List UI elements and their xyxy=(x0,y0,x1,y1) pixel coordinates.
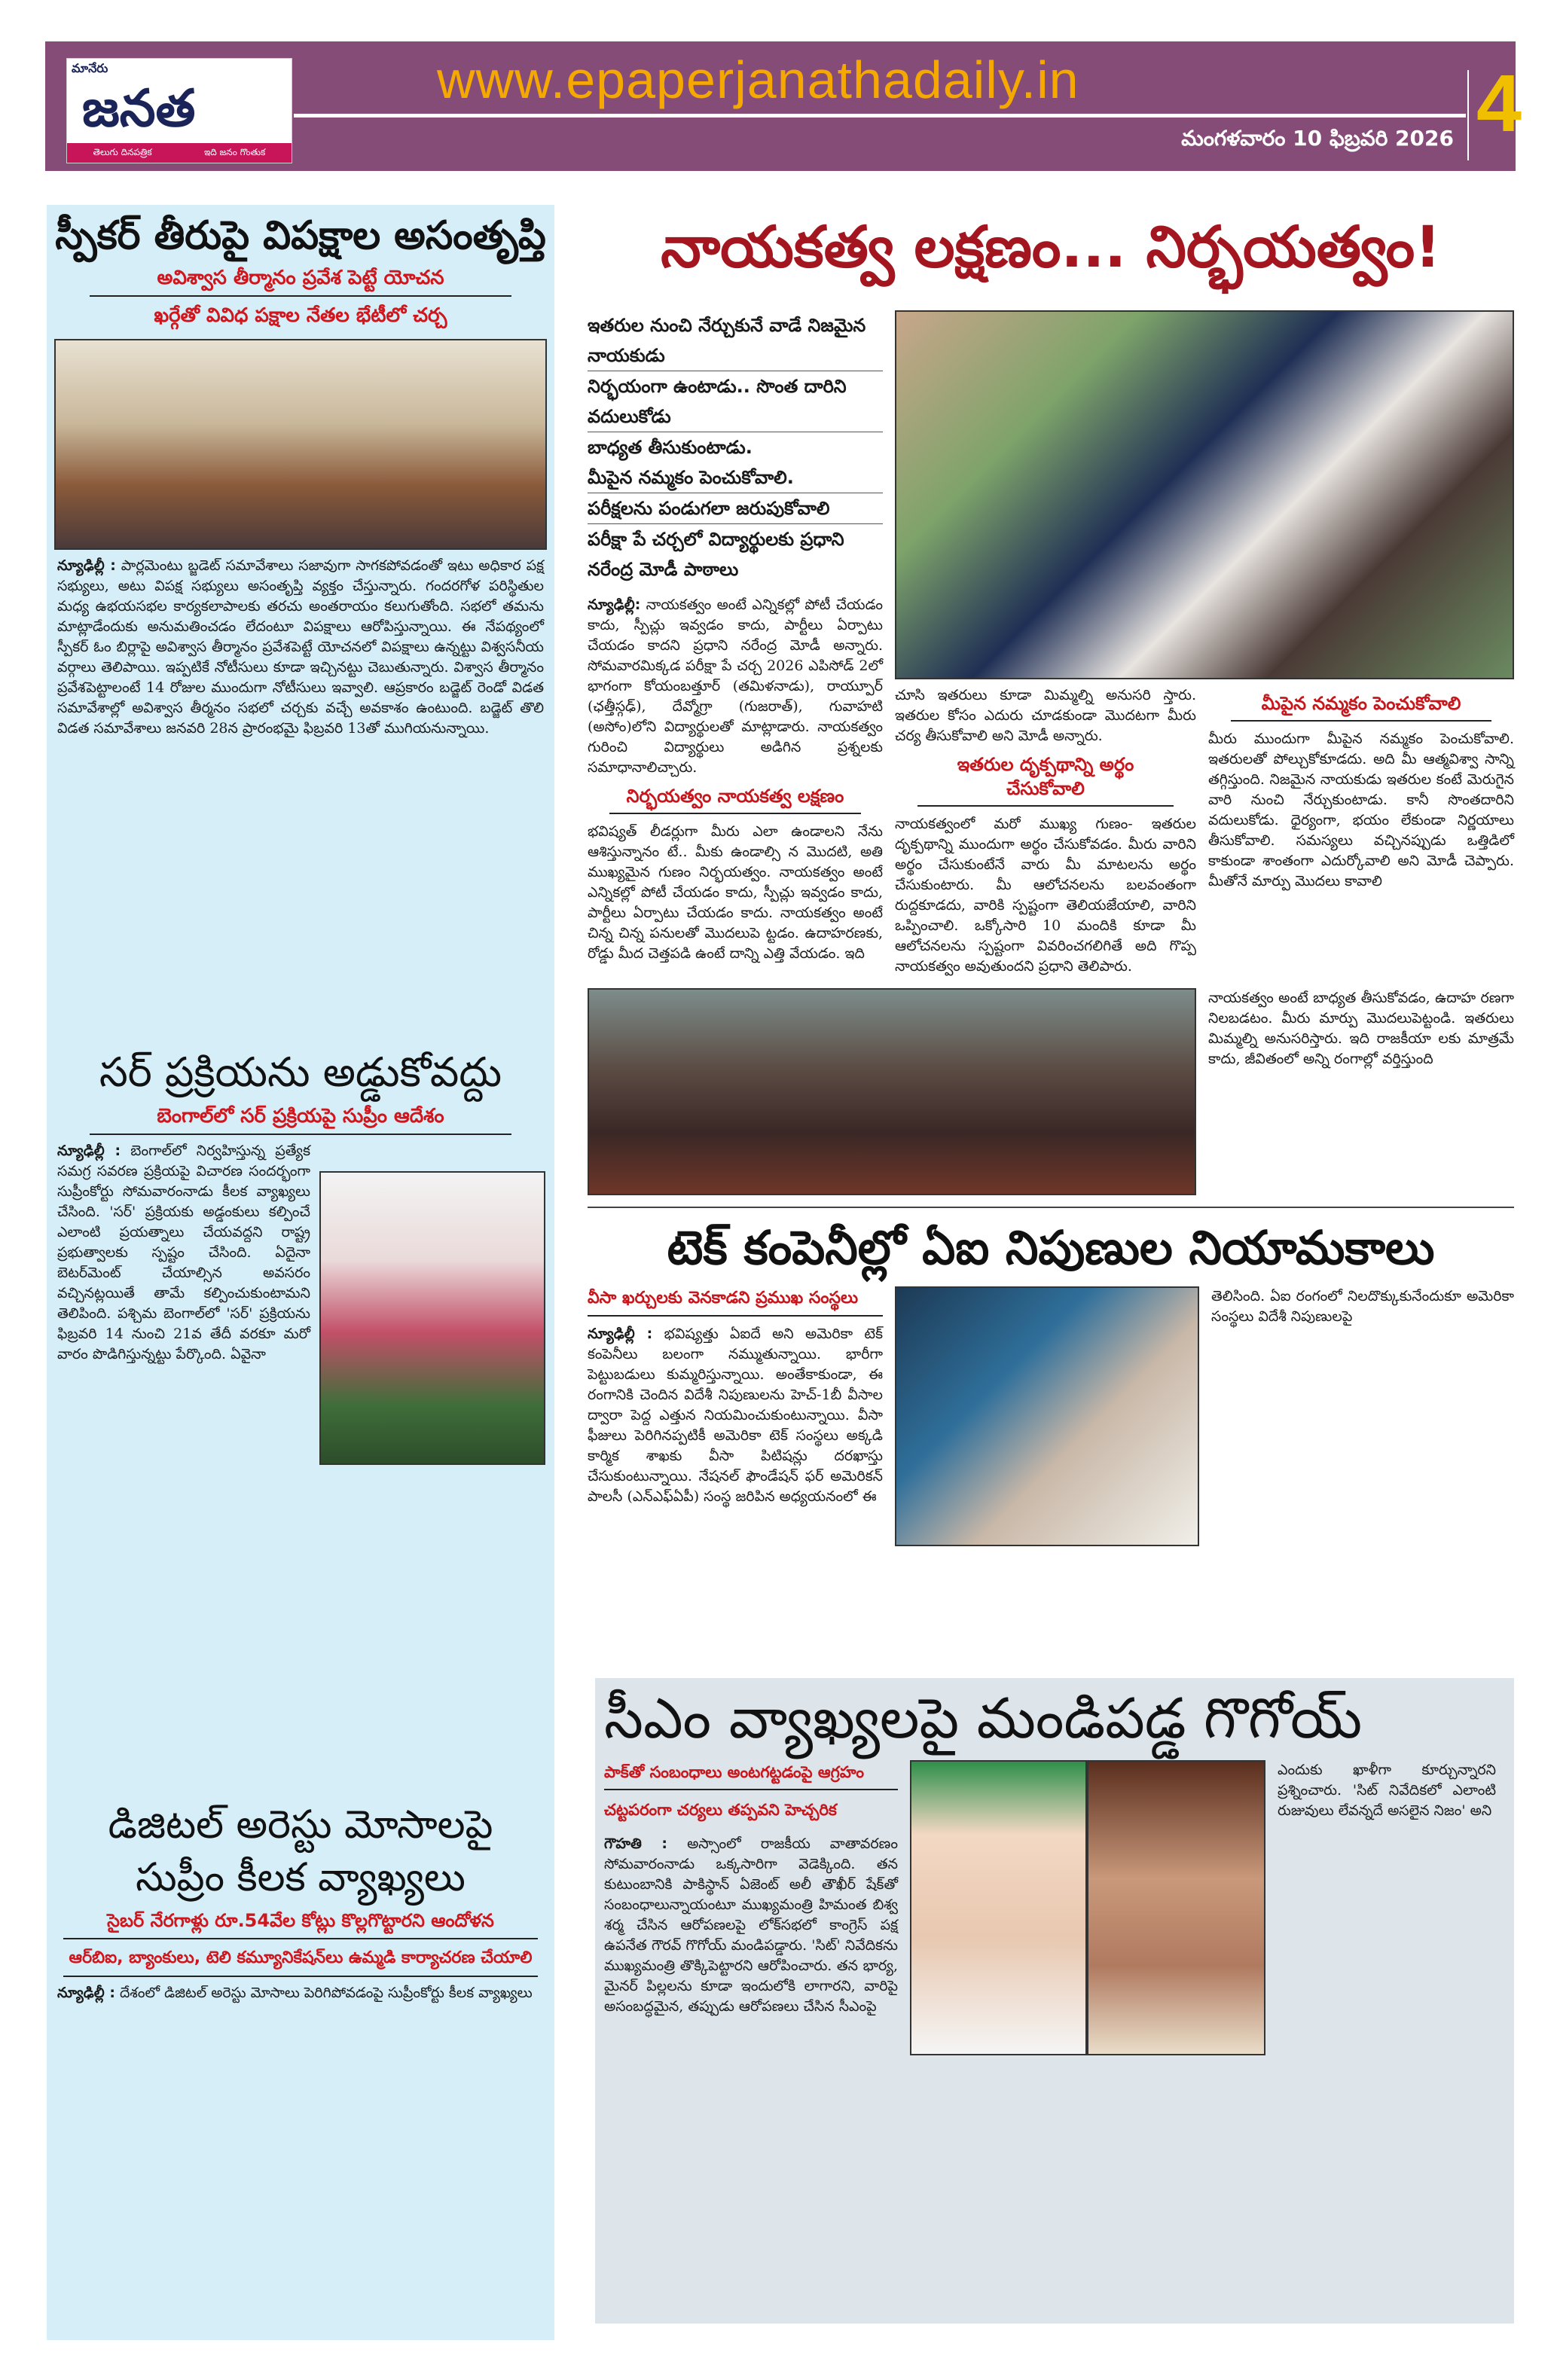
meeting-photo xyxy=(54,339,547,550)
story-body xyxy=(54,1141,310,1365)
tech-col1 xyxy=(588,1286,883,1507)
subhead: వీసా ఖర్చులకు వెనకాడని ప్రముఖ సంస్థలు xyxy=(588,1286,883,1317)
section-heading: నిర్భయత్వం నాయకత్వ లక్షణం xyxy=(609,784,860,814)
dateline: న్యూఢిల్లీ : xyxy=(57,1984,115,2001)
headline-line1: డిజిటల్ అరెస్టు మోసాలపై xyxy=(108,1802,493,1848)
body-text: నాయకత్వం అంటే బాధ్యత తీసుకోవడం, ఉదాహ రణగా నిలబడటం. మీరు మార్పు మొదలుపెట్టండి. ఇతరులు మిమ్మల్ని అనుసరిస్తారు. ఇది రాజకీయా లకు మాత్రమే కాదు, జీవితంలో అన్ని రంగాల్లో వర్తిస్తుంది xyxy=(1208,990,1514,1067)
body-text: ఎందుకు ఖాళీగా కూర్చున్నారని ప్రశ్నించారు. 'సిట్ నివేదికలో ఎలాంటి రుజువులు లేవన్నదే అసలైన నిజం' అని xyxy=(1278,1762,1496,1820)
subhead: బెంగాల్‌లో సర్ ప్రక్రియపై సుప్రీం ఆదేశం xyxy=(90,1103,511,1135)
cm-body-col1 xyxy=(604,1834,898,2017)
headline: స్పీకర్ తీరుపై విపక్షాల అసంతృప్తి xyxy=(55,213,546,258)
right-area xyxy=(588,212,1514,2324)
supreme-court-photo xyxy=(319,1171,545,1465)
tech-headline: టెక్ కంపెనీల్లో ఏఐ నిపుణుల నియామకాలు xyxy=(667,1220,1435,1275)
pull-quote: పరీక్షా పే చర్చలో విద్యార్థులకు ప్రధాని నరేంద్ర మోడీ పాఠాలు xyxy=(588,529,844,580)
lead-col23 xyxy=(895,310,1514,977)
header-vertical-divider xyxy=(1467,70,1469,160)
cm-photos xyxy=(910,1760,1265,2055)
website-url[interactable]: www.epaperjanathadaily.in xyxy=(437,50,1079,109)
pull-quote: పరీక్షలను పండుగలా జరుపుకోవాలి xyxy=(588,493,883,524)
subhead: పాక్‌తో సంబంధాలు అంటగట్టడంపై ఆగ్రహం xyxy=(604,1760,898,1790)
section-divider xyxy=(588,1207,1514,1208)
lead-body-col3 xyxy=(1208,685,1514,892)
dateline: న్యూఢిల్లీ: xyxy=(588,597,641,613)
modi-students-photo xyxy=(895,310,1514,679)
pull-quote: మీపైన నమ్మకం పెంచుకోవాలి. xyxy=(588,462,883,493)
body-text: అస్సాంలో రాజకీయ వాతావరణం సోమవారంనాడు ఒక్కసారిగా వెడెక్కింది. తన కుటుంబానికి పాకిస్థాన్ ఏజెంట్ అలీ తౌఖీర్ షేక్‌తో సంబంధాలున్నాయంటూ ముఖ్యమంత్రి హిమంత బిశ్వ శర్మ చేసిన ఆరోపణలపై లోక్‌సభలో కాంగ్రెస్ పక్ష ఉపనేత గౌరవ్ గొగోయ్ మండిపడ్డారు. 'సిట్' నివేదికను ముఖ్యమంత్రి తొక్కిపెట్టారని ఆరోపించారు. తన భార్య, మైనర్ పిల్లలను కూడా ఇందులోకి లాగారని, వారిపై అసంబద్ధమైన, తప్పుడు ఆరోపణలు చేసిన సీఎంపై xyxy=(604,1835,898,2015)
subhead: ఆర్‌బిఐ, బ్యాంకులు, టెలి కమ్యూనికేషన్‌లు ఉమ్మడి కార్యాచరణ చేయాలి xyxy=(63,1945,538,1977)
lead-story-row2 xyxy=(588,988,1514,1199)
lead-col1 xyxy=(588,310,883,964)
page-number: 4 xyxy=(1476,57,1522,148)
pull-quotes xyxy=(588,310,883,584)
headline: సర్ ప్రక్రియను అడ్డుకోవద్దు xyxy=(99,1048,502,1096)
logo-top-text: మానేరు xyxy=(72,61,108,75)
pull-quote: ఇతరుల నుంచి నేర్చుకునే వాడే నిజమైన నాయకుడు xyxy=(588,310,883,371)
subhead: చట్టపరంగా చర్యలు తప్పవని హెచ్చరిక xyxy=(604,1801,837,1820)
interaction-session-photo xyxy=(588,988,1196,1195)
issue-date: మంగళవారం 10 ఫిబ్రవరి 2026 xyxy=(1181,126,1454,151)
cm-story-panel xyxy=(595,1678,1514,2324)
body-text: నాయకత్వం అంటే ఎన్నికల్లో పోటీ చేయడం కాదు, స్పీచ్లు ఇవ్వడం కాదు, పార్టీలు ఏర్పాటు చేయడం కాదని ప్రధాని నరేంద్ర మోడీ అన్నారు. సోమవారమిక్కడ పరీక్షా పే చర్చ 2026 ఎపిసోడ్ 2లో భాగంగా కోయంబత్తూర్ (తమిళనాడు), రాయ్పూర్ (ఛత్తీస్గఢ్), దేవ్మోగ్రా (గుజరాత్), గువాహటి (అసోం)లోని విద్యార్థులతో మాట్లాడారు. నాయకత్వం గురించి విద్యార్థులు అడిగిన ప్రశ్నలకు సమాధానాలిచ్చారు. xyxy=(588,597,883,776)
headline-line2: సుప్రీం కీలక వ్యాఖ్యలు xyxy=(136,1855,466,1901)
logo-wordmark: జనత xyxy=(82,79,196,139)
story-body xyxy=(54,556,547,739)
body-text: మీరు ముందుగా మీపైన నమ్మకం పెంచుకోవాలి. ఇతరులతో పోల్చుకోకూడదు. అది మీ ఆత్మవిశ్వా సాన్ని తగ్గిస్తుంది. నిజమైన నాయకుడు ఇతరుల కంటే మెరుగైన వారి నుంచి నేర్చుకుంటాడు. కానీ సొంతదారిని వదులుకోడు. ధైర్యంగా, భయం లేకుండా నిర్ణయాలు తీసుకోవాలి. సమస్యలు వచ్చినప్పుడు ఒత్తిడిలో కాకుండా శాంతంగా ఎదుర్కోవాలి అని మోడీ చెప్పారు. మీతోనే మార్పు మొదలు కావాలి xyxy=(1208,731,1514,889)
story-speaker xyxy=(54,212,547,1041)
cm-body-col3 xyxy=(1278,1760,1496,1821)
section-heading: మీపైన నమ్మకం పెంచుకోవాలి xyxy=(1231,691,1491,722)
dateline: న్యూఢిల్లీ : xyxy=(57,1142,121,1159)
dateline: న్యూఢిల్లీ : xyxy=(57,557,116,575)
body-text: తెలిసింది. ఏఐ రంగంలో నిలదొక్కుకునేందుకూ అమెరికా సంస్థలు విదేశీ నిపుణులపై xyxy=(1211,1288,1514,1326)
dateline: గౌహతి : xyxy=(604,1835,668,1853)
body-text: చూసి ఇతరులు కూడా మిమ్మల్ని అనుసరి స్తారు. ఇతరుల కోసం ఎదురు చూడకుండా మొదటగా మీరు చర్య తీసుకోవాలి అని మోడీ అన్నారు. xyxy=(895,687,1196,744)
body-text: నాయకత్వంలో మరో ముఖ్య గుణం- ఇతరుల దృక్పథాన్ని ముందుగా అర్థం చేసుకోవడం. మీరు వారిని అర్థం చేసుకుంటేనే వారు మీ మాటలను అర్థం చేసుకుంటారు. మీ ఆలోచనలను బలవంతంగా రుద్దకూడదు, వారికి స్పష్టంగా తెలియజేయాలి, వారిని ఒప్పించాలి. ఒక్కోసారి 10 మందికి కూడా మీ ఆలోచనలను స్పష్టంగా వివరించగలిగితే అది గొప్ప నాయకత్వం అవుతుందని ప్రధాని తెలిపారు. xyxy=(895,816,1196,975)
story-digital-arrest xyxy=(54,1802,547,2003)
dateline: న్యూఢిల్లీ : xyxy=(588,1326,653,1343)
tech-body-col3 xyxy=(1211,1286,1514,1327)
lead-body-col3-cont xyxy=(1208,988,1514,1069)
cm-story-row xyxy=(604,1760,1505,2055)
story-body xyxy=(54,1983,547,2003)
body-text: పార్లమెంటు బ్జడెట్ సమావేశాలు సజావుగా సాగకపోవడంతో ఇటు అధికార పక్ష సభ్యులు, అటు విపక్ష సభ్యులు అసంతృప్తి వ్యక్తం చేస్తున్నారు. గందరగోళ పరిస్థితుల మధ్య ఉభయసభల కార్యకలాపాలకు తరచు అంతరాయం కలుగుతోంది. సభలో తమను మాట్లాడేందుకు అనుమతించడం లేదంటూ విపక్షాలు ఆరోపిస్తున్నాయి. ఈ నేపథ్యంలో స్పీకర్ ఓం బిర్లాపై అవిశ్వాస తీర్మానం ప్రవేశపెట్టే యోచనలో విపక్షాలు ఉన్నట్టు విశ్వసనీయ వర్గాలు తెలిపాయి. ఇప్పటికే నోటీసులు కూడా ఇచ్చినట్టు చెబుతున్నారు. విశ్వాస తీర్మానం ప్రవేశపెట్టాలంటే 14 రోజుల ముందుగా నోటీసులు ఇవ్వాలి. ఆప్రకారం బడ్జెట్ రెండో విడత సమావేశాల్లో అవిశ్వాస తీర్మనం సభలో చర్చకు వచ్చే అవకాశం ఉంటుంది. బడ్జెట్ తొలి విడత సమావేశాలు జనవరి 28న ప్రారంభమై ఫిబ్రవరి 13తో ముగియనున్నాయి. xyxy=(57,557,545,737)
body-text: భవిష్యత్తు ఏఐదే అని అమెరికా టెక్ కంపెనీలు బలంగా నమ్ముతున్నాయి. భారీగా పెట్టుబడులు కుమ్మరిస్తున్నాయి. అంతేకాకుండా, ఈ రంగానికి చెందిన విదేశీ నిపుణులను హెచ్-1బీ వీసాల ద్వారా పెద్ద ఎత్తున నియమించుకుంటున్నాయి. వీసా ఫీజులు పెరిగినప్పటికీ అమెరికా టెక్ సంస్థలు అక్కడి కార్మిక శాఖకు వీసా పిటిషన్లు దరఖాస్తు చేసుకుంటున్నాయి. నేషనల్ ఫౌండేషన్ ఫర్ అమెరికన్ పాలసీ (ఎన్ఎఫ్ఏపీ) సంస్థ జరిపిన అధ్యయనంలో ఈ xyxy=(588,1326,884,1506)
cm-headline: సీఎం వ్యాఖ్యలపై మండిపడ్డ గొగోయ్ xyxy=(604,1686,1363,1752)
story-sir xyxy=(54,1048,547,1794)
lead-body-col2 xyxy=(895,685,1196,977)
lead-col23-text xyxy=(895,685,1514,977)
logo-tagline-strip xyxy=(67,143,292,163)
tech-body-col1 xyxy=(588,1324,883,1507)
body-text: బెంగాల్‌లో నిర్వహిస్తున్న ప్రత్యేక సమగ్ర సవరణ ప్రక్రియపై విచారణ సందర్భంగా సుప్రీంకోర్టు సోమవారంనాడు కీలక వ్యాఖ్యలు చేసింది. 'సర్' ప్రక్రియకు అడ్డంకులు కల్పించే ఎలాంటి ప్రయత్నాలు చేయవద్దని రాష్ట్ర ప్రభుత్వాలకు స్పష్టం చేసింది. ఏదైనా బెటర్‌మెంట్ చేయాల్సిన అవసరం వచ్చినట్లయితే తామే కల్పించుకుంటామని తెలిపింది. పశ్చిమ బెంగాల్‌లో 'సర్' ప్రక్రియను ఫిబ్రవరి 14 నుంచి 21వ తేదీ వరకూ మరో వారం పొడిగిస్తున్నట్టు పేర్కొంది. ఏవైనా xyxy=(57,1142,311,1362)
subhead: సైబర్ నేరగాళ్లు రూ.54వేల కోట్లు కొల్లగొట్టారని ఆందోళన xyxy=(63,1908,538,1939)
logo-tagline-left: తెలుగు దినపత్రిక xyxy=(93,146,152,157)
left-column-panel xyxy=(47,205,554,2340)
ai-office-photo xyxy=(895,1286,1199,1546)
logo-tagline-right: ఇది జనం గొంతుక xyxy=(203,146,266,157)
header-divider xyxy=(294,114,1466,117)
subhead: అవిశ్వాస తీర్మానం ప్రవేశ పెట్టే యోచన xyxy=(90,265,511,297)
lead-story-row xyxy=(588,310,1514,981)
pull-quote: బాధ్యత తీసుకుంటాడు. xyxy=(588,437,753,458)
pull-quote: నిర్భయంగా ఉంటాడు.. సొంత దారిని వదులుకోడు xyxy=(588,371,883,432)
himanta-biswa-sarma-photo xyxy=(1087,1760,1265,2055)
subhead: ఖర్గేతో వివిధ పక్షాల నేతల భేటీలో చర్చ xyxy=(154,304,447,328)
lead-headline: నాయకత్వ లక్షణం... నిర్భయత్వం! xyxy=(661,213,1441,280)
tech-story-row xyxy=(588,1286,1514,1678)
newspaper-logo[interactable] xyxy=(66,58,292,163)
masthead xyxy=(45,41,1522,171)
cm-col1 xyxy=(604,1760,898,2017)
body-text: భవిష్యత్ లీడర్లుగా మీరు ఎలా ఉండాలని నేను ఆశిస్తున్నానం టే.. మీకు ఉండాల్సి న మొదటి, అతి ముఖ్యమైన గుణం నిర్భయత్వం. నాయకత్వం అంటే ఎన్నికల్లో పోటీ చేయడం కాదు, స్పీచ్లు ఇవ్వడం కాదు, పార్టీలు ఏర్పాటు చేయడం కాదు. నాయకత్వం అంటే చిన్న చిన్న పనులతో మొదలుపె ట్టడం. ఉదాహరణకు, రోడ్డు మీద చెత్తపడి ఉంటే దాన్ని ఎత్తి వేయడం. ఇది xyxy=(588,823,883,962)
body-text: దేశంలో డిజిటల్ అరెస్టు మోసాలు పెరిగిపోవడంపై సుప్రీంకోర్టు కీలక వ్యాఖ్యలు xyxy=(119,1984,533,2001)
section-heading: ఇతరుల దృక్పథాన్ని అర్థం చేసుకోవాలి xyxy=(917,752,1174,807)
story-sir-row xyxy=(54,1141,547,1465)
gaurav-gogoi-photo xyxy=(910,1760,1087,2055)
lead-body-col1 xyxy=(588,595,883,964)
